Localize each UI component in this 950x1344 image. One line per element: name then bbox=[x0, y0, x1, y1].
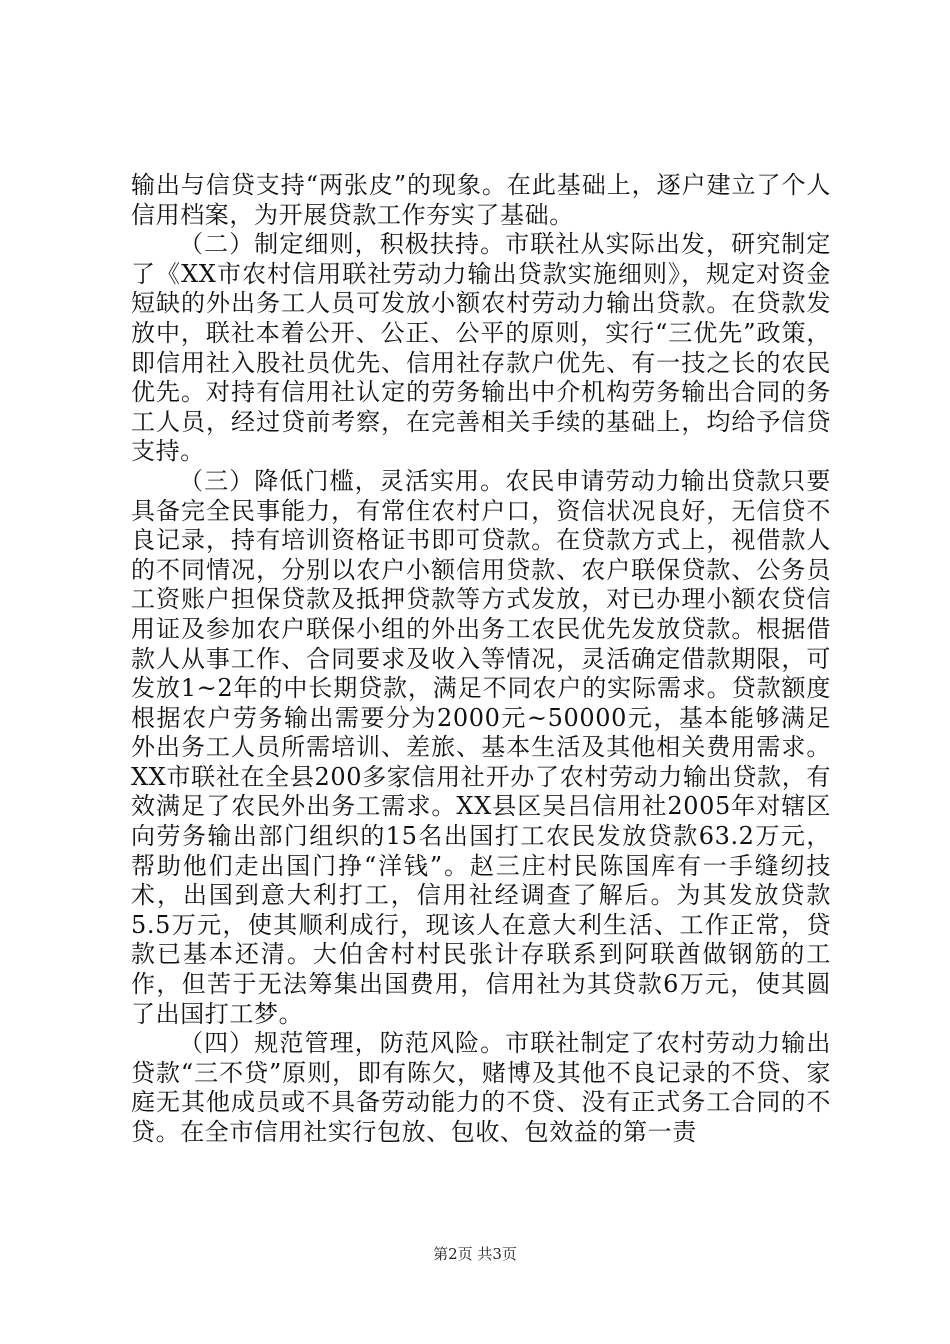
paragraph-continuation: 输出与信贷支持“两张皮”的现象。在此基础上，逐户建立了个人信用档案，为开展贷款工作夯实了基础。 bbox=[131, 171, 831, 229]
paragraph-section-4: （四）规范管理，防范风险。市联社制定了农村劳动力输出贷款“三不贷”原则，即有陈欠，赌博及其他不良记录的不贷、家庭无其他成员或不具备劳动能力的不贷、没有正式务工合同的不贷。在全市信用社实行包放、包收、包效益的第一责 bbox=[131, 1029, 831, 1146]
paragraph-section-3: （三）降低门槛，灵活实用。农民申请劳动力输出贷款只要具备完全民事能力，有常住农村户口，资信状况良好，无信贷不良记录，持有培训资格证书即可贷款。在贷款方式上，视借款人的不同情况，分别以农户小额信用贷款、农户联保贷款、公务员工资账户担保贷款及抵押贷款等方式发放，对已办理小额农贷信用证及参加农户联保小组的外出务工农民优先发放贷款。根据借款人从事工作、合同要求及收入等情况，灵活确定借款期限，可发放1~2年的中长期贷款，满足不同农户的实际需求。贷款额度根据农户劳务输出需要分为2000元~50000元，基本能够满足外出务工人员所需培训、差旅、基本生活及其他相关费用需求。XX市联社在全县200多家信用社开办了农村劳动力输出贷款，有效满足了农民外出务工需求。XX县区吴吕信用社2005年对辖区向劳务输出部门组织的15名出国打工农民发放贷款63.2万元，帮助他们走出国门挣“洋钱”。赵三庄村民陈国库有一手缝纫技术，出国到意大利打工，信用社经调查了解后。为其发放贷款5.5万元，使其顺利成行，现该人在意大利生活、工作正常，贷款已基本还清。大伯舍村村民张计存联系到阿联酋做钢筋的工作，但苦于无法筹集出国费用，信用社为其贷款6万元，使其圆了出国打工梦。 bbox=[131, 466, 831, 1028]
document-body bbox=[131, 171, 831, 1148]
page-number-footer: 第2页 共3页 bbox=[433, 1245, 517, 1263]
paragraph-section-2: （二）制定细则，积极扶持。市联社从实际出发，研究制定了《XX市农村信用联社劳动力输出贷款实施细则》，规定对资金短缺的外出务工人员可发放小额农村劳动力输出贷款。在贷款发放中，联社本着公开、公正、公平的原则，实行“三优先”政策，即信用社入股社员优先、信用社存款户优先、有一技之长的农民优先。对持有信用社认定的劳务输出中介机构劳务输出合同的务工人员，经过贷前考察，在完善相关手续的基础上，均给予信贷支持。 bbox=[131, 230, 831, 466]
